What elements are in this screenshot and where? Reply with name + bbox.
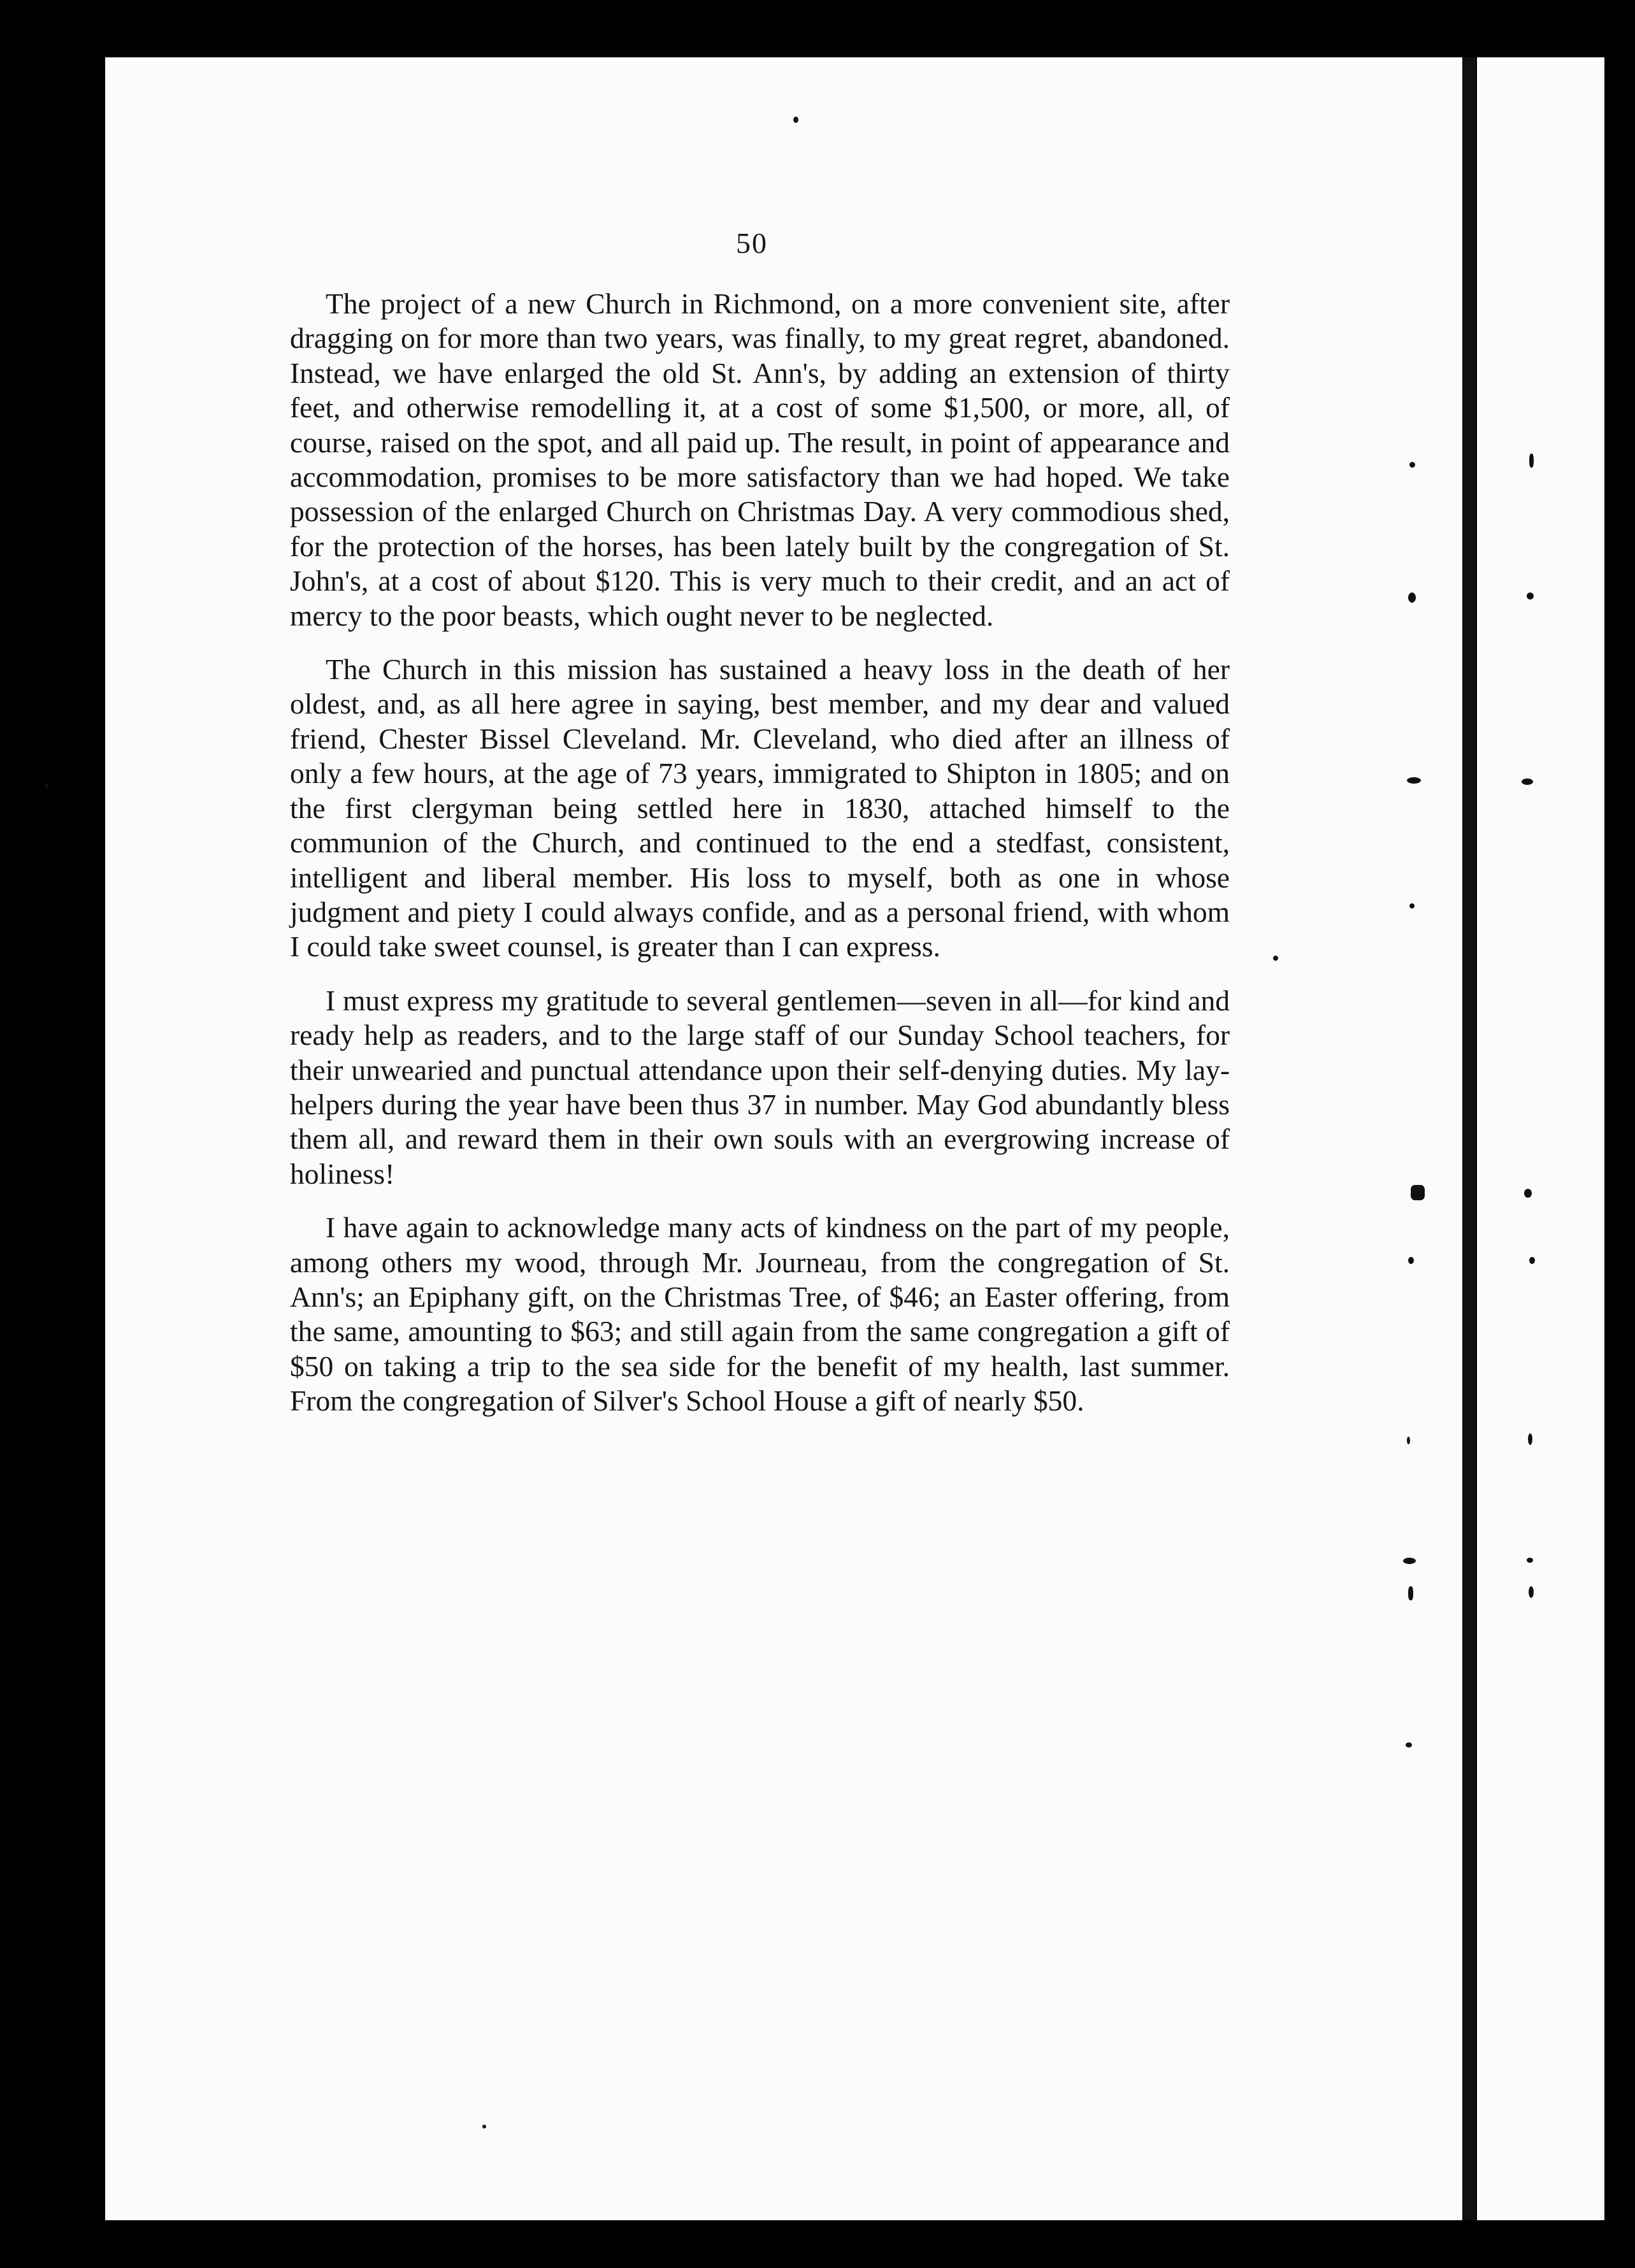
scan-speck <box>1522 779 1533 785</box>
paragraph: The Church in this mission has sustained a heavy loss in the death of her oldest, and, as all here agree in saying, best member, and my dear and valued friend, Chester Bissel Cleveland. Mr. Cleveland, who died after an illness of only a few hours, at the age of 73 years, immigrated to Shipton in 1805; and on the first clergyman being settled here in 1830, attached himself to the communion of the Church, and continued to the end a stedfast, consistent, intelligent and liberal member. His loss to myself, both as one in whose judgment and piety I could always confide, and as a personal friend, with whom I could take sweet counsel, is greater than I can express. <box>290 653 1230 963</box>
facing-page-edge <box>1477 57 1604 2220</box>
scan-speck <box>1408 1586 1413 1600</box>
scan-speck <box>1409 462 1415 468</box>
scan-speck <box>1409 903 1415 908</box>
scan-speck <box>793 117 798 123</box>
scan-speck <box>1529 1586 1534 1598</box>
scan-speck <box>1408 592 1416 603</box>
scan-speck <box>1406 1742 1412 1748</box>
scan-speck <box>1524 1189 1532 1198</box>
page-gutter-divider <box>1463 57 1476 2220</box>
scan-speck <box>1528 1433 1532 1445</box>
scan-speck <box>1403 1558 1416 1564</box>
scan-speck <box>1408 1257 1414 1264</box>
page-number: 50 <box>736 227 768 259</box>
paragraph: I have again to acknowledge many acts of kindness on the part of my people, among others my wood, through Mr. Journeau, from the congregation of St. Ann's; an Epiphany gift, on the Christmas Tree, of $46; an Easter offering, from the same, amounting to $63; and still again from the same congregation a gift of $50 on taking a trip to the sea side for the benefit of my health, last summer. From the congregation of Silver's School House a gift of nearly $50. <box>290 1211 1230 1418</box>
scan-speck <box>1529 1257 1535 1264</box>
body-text <box>290 287 1230 1438</box>
scan-speck <box>482 2125 486 2128</box>
scan-speck <box>1273 956 1278 961</box>
scan-speck <box>1529 454 1534 468</box>
scan-speck <box>1527 1558 1533 1563</box>
scan-speck <box>1411 1185 1425 1200</box>
scan-speck <box>45 784 48 787</box>
scan-speck <box>1407 1437 1410 1444</box>
paragraph: The project of a new Church in Richmond, on a more convenient site, after dragging on for more than two years, was finally, to my great regret, abandoned. Instead, we have enlarged the old St. Ann's, by adding an extension of thirty feet, and otherwise remodelling it, at a cost of some $1,500, or more, all, of course, raised on the spot, and all paid up. The result, in point of appearance and accommodation, promises to be more satisfactory than we had hoped. We take possession of the enlarged Church on Christmas Day. A very commodious shed, for the protection of the horses, has been lately built by the congregation of St. John's, at a cost of about $120. This is very much to their credit, and an act of mercy to the poor beasts, which ought never to be neglected. <box>290 287 1230 632</box>
paragraph: I must express my gratitude to several gentlemen—seven in all—for kind and ready help as readers, and to the large staff of our Sunday School teachers, for their unwearied and punctual attendance upon their self-denying duties. My lay-helpers during the year have been thus 37 in number. May God abundantly bless them all, and reward them in their own souls with an evergrowing increase of holiness! <box>290 984 1230 1190</box>
scan-speck <box>1527 592 1534 599</box>
scan-speck <box>1407 777 1421 784</box>
